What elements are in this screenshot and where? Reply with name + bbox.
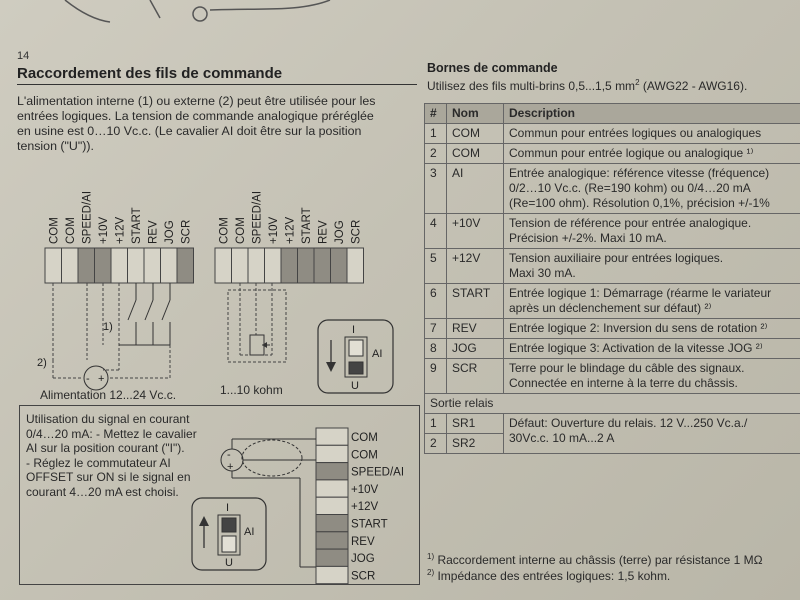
cell-name: SR1: [447, 414, 504, 434]
left-terminal-9: [177, 248, 194, 283]
cell-description: Entrée logique 1: Démarrage (réarme le variateur après un déclenchement sur défaut) ²⁾: [504, 284, 800, 319]
right-terminal-label: START: [300, 207, 313, 244]
cell-description: Tension de référence pour entrée analogique. Précision +/-2%. Maxi 10 mA.: [504, 214, 800, 249]
callout-2: 2): [37, 357, 47, 369]
table-body: [425, 124, 800, 454]
current-box-line: OFFSET sur ON si le signal en: [26, 470, 191, 484]
left-terminal-label: JOG: [163, 220, 176, 244]
callout-1: 1): [103, 321, 113, 333]
potentiometer-caption: 1...10 kohm: [220, 383, 283, 397]
current-box-text: [26, 412, 197, 499]
table-row: [425, 249, 800, 284]
footnote-2: $^{2)}$ Impédance des entrées logiques: 1,5 kohm.: [427, 568, 671, 583]
right-terminal-label: COM: [234, 217, 247, 244]
current-source-minus: -: [227, 449, 231, 461]
cell-description: Terre pour le blindage du câble des signaux. Connectée en interne à la terre du châssis.: [504, 359, 800, 394]
footnote-1: $^{1)}$ Raccordement interne au châssis (terre) par résistance 1 MΩ: [427, 552, 763, 567]
cell-name: AI: [447, 164, 504, 214]
right-terminal-label: +12V: [284, 216, 297, 244]
jumper-switch-right: [318, 320, 393, 393]
diagram-right: [215, 191, 393, 393]
left-terminal-5: [111, 248, 128, 283]
diagram-left: [37, 191, 194, 390]
cell-name: JOG: [447, 339, 504, 359]
left-terminal-label: +12V: [114, 216, 127, 244]
intro-line: L'alimentation interne (1) ou externe (2) peut être utilisée pour les: [17, 94, 376, 108]
switch-right-u: U: [351, 380, 359, 392]
supply-plus-sign: +: [98, 373, 105, 385]
cell-name: +12V: [447, 249, 504, 284]
cell-num: 6: [425, 284, 447, 319]
left-terminal-7: [144, 248, 161, 283]
intro-line: tension ("U")).: [17, 139, 94, 153]
right-terminal-label: REV: [317, 220, 330, 244]
right-terminal-label: +10V: [267, 216, 280, 244]
right-terminal-4: [265, 248, 282, 283]
cell-num: 5: [425, 249, 447, 284]
handwriting-scribble: [65, 0, 330, 22]
current-box-line: 0/4…20 mA: - Mettez le cavalier: [26, 426, 197, 441]
cell-description: Tension auxiliaire pour entrées logiques. Maxi 30 mA.: [504, 249, 800, 284]
section-title: Raccordement des fils de commande: [17, 65, 283, 82]
relay-header-row: [425, 394, 800, 414]
switch-right-i: I: [352, 324, 356, 336]
left-terminal-label: SPEED/AI: [81, 190, 94, 244]
cell-name: SCR: [447, 359, 504, 394]
right-terminal-label: JOG: [333, 220, 346, 244]
box-terminal-label: JOG: [351, 553, 375, 566]
cell-description: Entrée logique 3: Activation de la vitesse JOG ²⁾: [504, 339, 800, 359]
title-rule: [17, 84, 417, 85]
right-terminal-1: [215, 248, 232, 283]
table-row: [425, 214, 800, 249]
left-terminal-label: COM: [64, 217, 77, 244]
cell-name: REV: [447, 319, 504, 339]
table-row: [425, 339, 800, 359]
left-terminal-label: SCR: [180, 219, 193, 244]
cell-name: +10V: [447, 214, 504, 249]
relay-description: Défaut: Ouverture du relais. 12 V...250 Vc.a./ 30Vc.c. 10 mA...2 A: [504, 414, 800, 454]
table-row: [425, 164, 800, 214]
left-terminal-4: [95, 248, 112, 283]
supply-caption: Alimentation 12...24 Vc.c.: [40, 388, 177, 402]
box-terminal-label: START: [351, 518, 388, 531]
right-terminal-2: [232, 248, 249, 283]
diagram-left-switches: [119, 283, 170, 345]
terminal-table: [424, 103, 800, 454]
left-terminal-label: REV: [147, 220, 160, 244]
box-terminal-label: REV: [351, 535, 375, 548]
current-box-line: AI sur la position courant ("I").: [26, 441, 185, 455]
diagram-right-wiring: [228, 283, 286, 362]
switch-right-ai: AI: [372, 348, 383, 360]
box-terminal-label: COM: [351, 449, 378, 462]
box-terminal-label: +12V: [351, 501, 379, 514]
header-name: Nom: [447, 104, 504, 124]
table-row: [425, 144, 800, 164]
left-terminal-3: [78, 248, 95, 283]
right-terminal-9: [347, 248, 364, 283]
current-box-line: Utilisation du signal en courant: [26, 412, 190, 426]
left-terminal-label: COM: [48, 217, 61, 244]
table-title: Bornes de commande: [427, 61, 558, 75]
right-terminal-7: [314, 248, 331, 283]
table-subtitle: Utilisez des fils multi-brins 0,5...1,5 $mm^2$ (AWG22 - AWG16).: [427, 78, 748, 93]
right-terminal-label: SCR: [350, 219, 363, 244]
cell-num: 2: [425, 144, 447, 164]
cell-name: COM: [447, 124, 504, 144]
box-terminal-label: +10V: [351, 483, 379, 496]
box-terminal-label: SCR: [351, 570, 376, 583]
left-terminal-label: START: [130, 207, 143, 244]
intro-line: en usine est 0…10 Vc.c. (Le cavalier AI doit être sur la position: [17, 124, 362, 138]
potentiometer-symbol: [250, 335, 270, 355]
cell-name: COM: [447, 144, 504, 164]
switch-box-ai: AI: [244, 526, 255, 538]
left-terminal-label: +10V: [97, 216, 110, 244]
right-terminal-label: COM: [218, 217, 231, 244]
switch-box-u: U: [225, 557, 233, 569]
right-terminal-3: [248, 248, 265, 283]
cell-num: 9: [425, 359, 447, 394]
header-description: Description: [504, 104, 800, 124]
page-number: 14: [17, 50, 30, 62]
cell-num: 3: [425, 164, 447, 214]
right-terminal-label: SPEED/AI: [251, 190, 264, 244]
cell-num: 1: [425, 124, 447, 144]
supply-minus-sign: -: [86, 373, 90, 385]
left-terminal-8: [161, 248, 178, 283]
current-box-line: - Réglez le commutateur AI: [26, 455, 171, 470]
cell-num: 1: [425, 414, 447, 434]
current-signal-box: [19, 405, 420, 585]
diagram-left-terminal-strip: [45, 191, 194, 283]
intro-line: entrées logiques. La tension de commande analogique préréglée: [17, 109, 374, 123]
left-terminal-1: [45, 248, 62, 283]
cell-num: 7: [425, 319, 447, 339]
header-num: #: [425, 104, 447, 124]
box-terminal-label: COM: [351, 432, 378, 444]
intro-paragraph: [17, 94, 417, 154]
cell-num: 2: [425, 434, 447, 454]
diagram-right-terminal-strip: [215, 191, 364, 283]
left-terminal-2: [62, 248, 79, 283]
switch-box-i: I: [226, 502, 230, 514]
table-row: [425, 319, 800, 339]
table-row: [425, 284, 800, 319]
cell-num: 8: [425, 339, 447, 359]
cell-name: START: [447, 284, 504, 319]
cell-description: Commun pour entrée logique ou analogique ¹⁾: [504, 144, 800, 164]
table-row: [425, 359, 800, 394]
table-header-row: [425, 104, 800, 124]
cell-num: 4: [425, 214, 447, 249]
cell-description: Entrée analogique: référence vitesse (fréquence) 0/2…10 Vc.c. (Re=190 kohm) ou 0/4…20 mA (Re=100 ohm). Résolution 0,1%, précision +/-1%: [504, 164, 800, 214]
cell-description: Entrée logique 2: Inversion du sens de rotation ²⁾: [504, 319, 800, 339]
right-terminal-6: [298, 248, 315, 283]
box-terminal-label: SPEED/AI: [351, 466, 405, 479]
table-row: [425, 124, 800, 144]
current-box-line: courant 4…20 mA est choisi.: [26, 484, 179, 499]
current-source-plus: +: [227, 461, 234, 473]
cell-description: Commun pour entrées logiques ou analogiques: [504, 124, 800, 144]
relay-header: Sortie relais: [425, 394, 800, 414]
right-terminal-8: [331, 248, 348, 283]
right-terminal-5: [281, 248, 298, 283]
left-terminal-6: [128, 248, 145, 283]
cell-name: SR2: [447, 434, 504, 454]
relay-row: [425, 414, 800, 434]
